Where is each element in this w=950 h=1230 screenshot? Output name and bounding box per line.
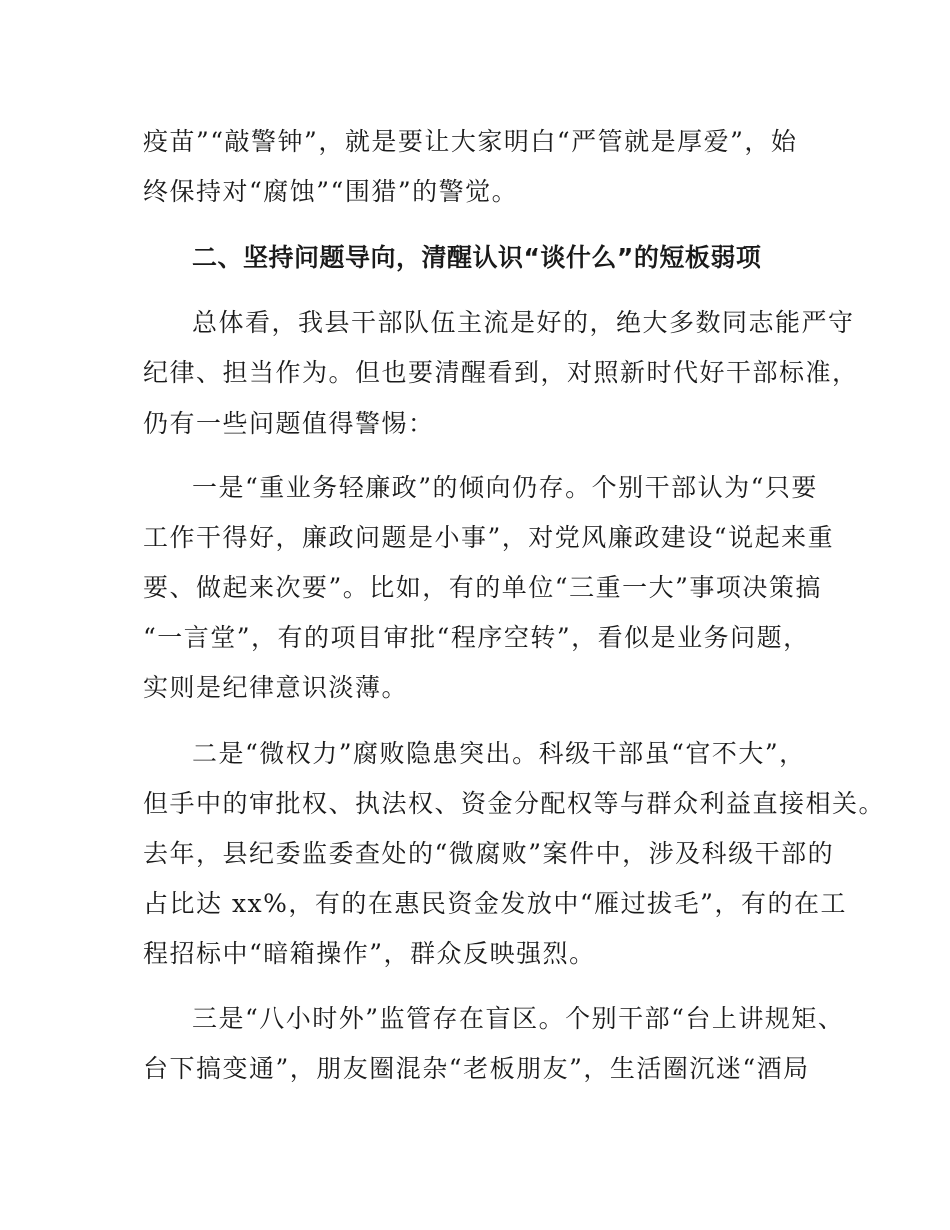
body-text-line: 疫苗”“敲警钟”，就是要让大家明白“严管就是厚爱”，始: [143, 127, 798, 156]
body-text-line: 台下搞变通”，朋友圈混杂“老板朋友”，生活圈沉迷“酒局: [143, 1054, 810, 1083]
body-text-line: 占比达 xx%，有的在惠民资金发放中“雁过拔毛”，有的在工: [143, 889, 847, 918]
body-text-line: 去年，县纪委监委查处的“微腐败”案件中，涉及科级干部的: [143, 839, 835, 868]
body-text-line: 三是“八小时外”监管存在盲区。个别干部“台上讲规矩、: [192, 1004, 845, 1033]
body-text-line: 实则是纪律意识淡薄。: [143, 673, 409, 702]
body-text-line: 二是“微权力”腐败隐患突出。科级干部虽“官不大”，: [192, 739, 806, 768]
body-text-line: 要、做起来次要”。比如，有的单位“三重一大”事项决策搞: [143, 573, 822, 602]
body-text-line: 终保持对“腐蚀”“围猎”的警觉。: [143, 177, 519, 206]
body-text-line: 纪律、担当作为。但也要清醒看到，对照新时代好干部标准，: [143, 358, 859, 387]
body-text-line: 程招标中“暗箱操作”，群众反映强烈。: [143, 939, 596, 968]
body-text-line: 一是“重业务轻廉政”的倾向仍存。个别干部认为“只要: [192, 473, 818, 502]
body-text-line: 但手中的审批权、执法权、资金分配权等与群众利益直接相关。: [143, 789, 886, 818]
body-text-line: “一言堂”，有的项目审批“程序空转”，看似是业务问题，: [143, 623, 810, 652]
body-text-line: 总体看，我县干部队伍主流是好的，绝大多数同志能严守: [192, 308, 855, 337]
body-text-line: 工作干得好，廉政问题是小事”，对党风廉政建设“说起来重: [143, 523, 835, 552]
section-heading: 二、坚持问题导向，清醒认识“谈什么”的短板弱项: [192, 243, 762, 272]
body-text-line: 仍有一些问题值得警惕：: [143, 409, 435, 438]
